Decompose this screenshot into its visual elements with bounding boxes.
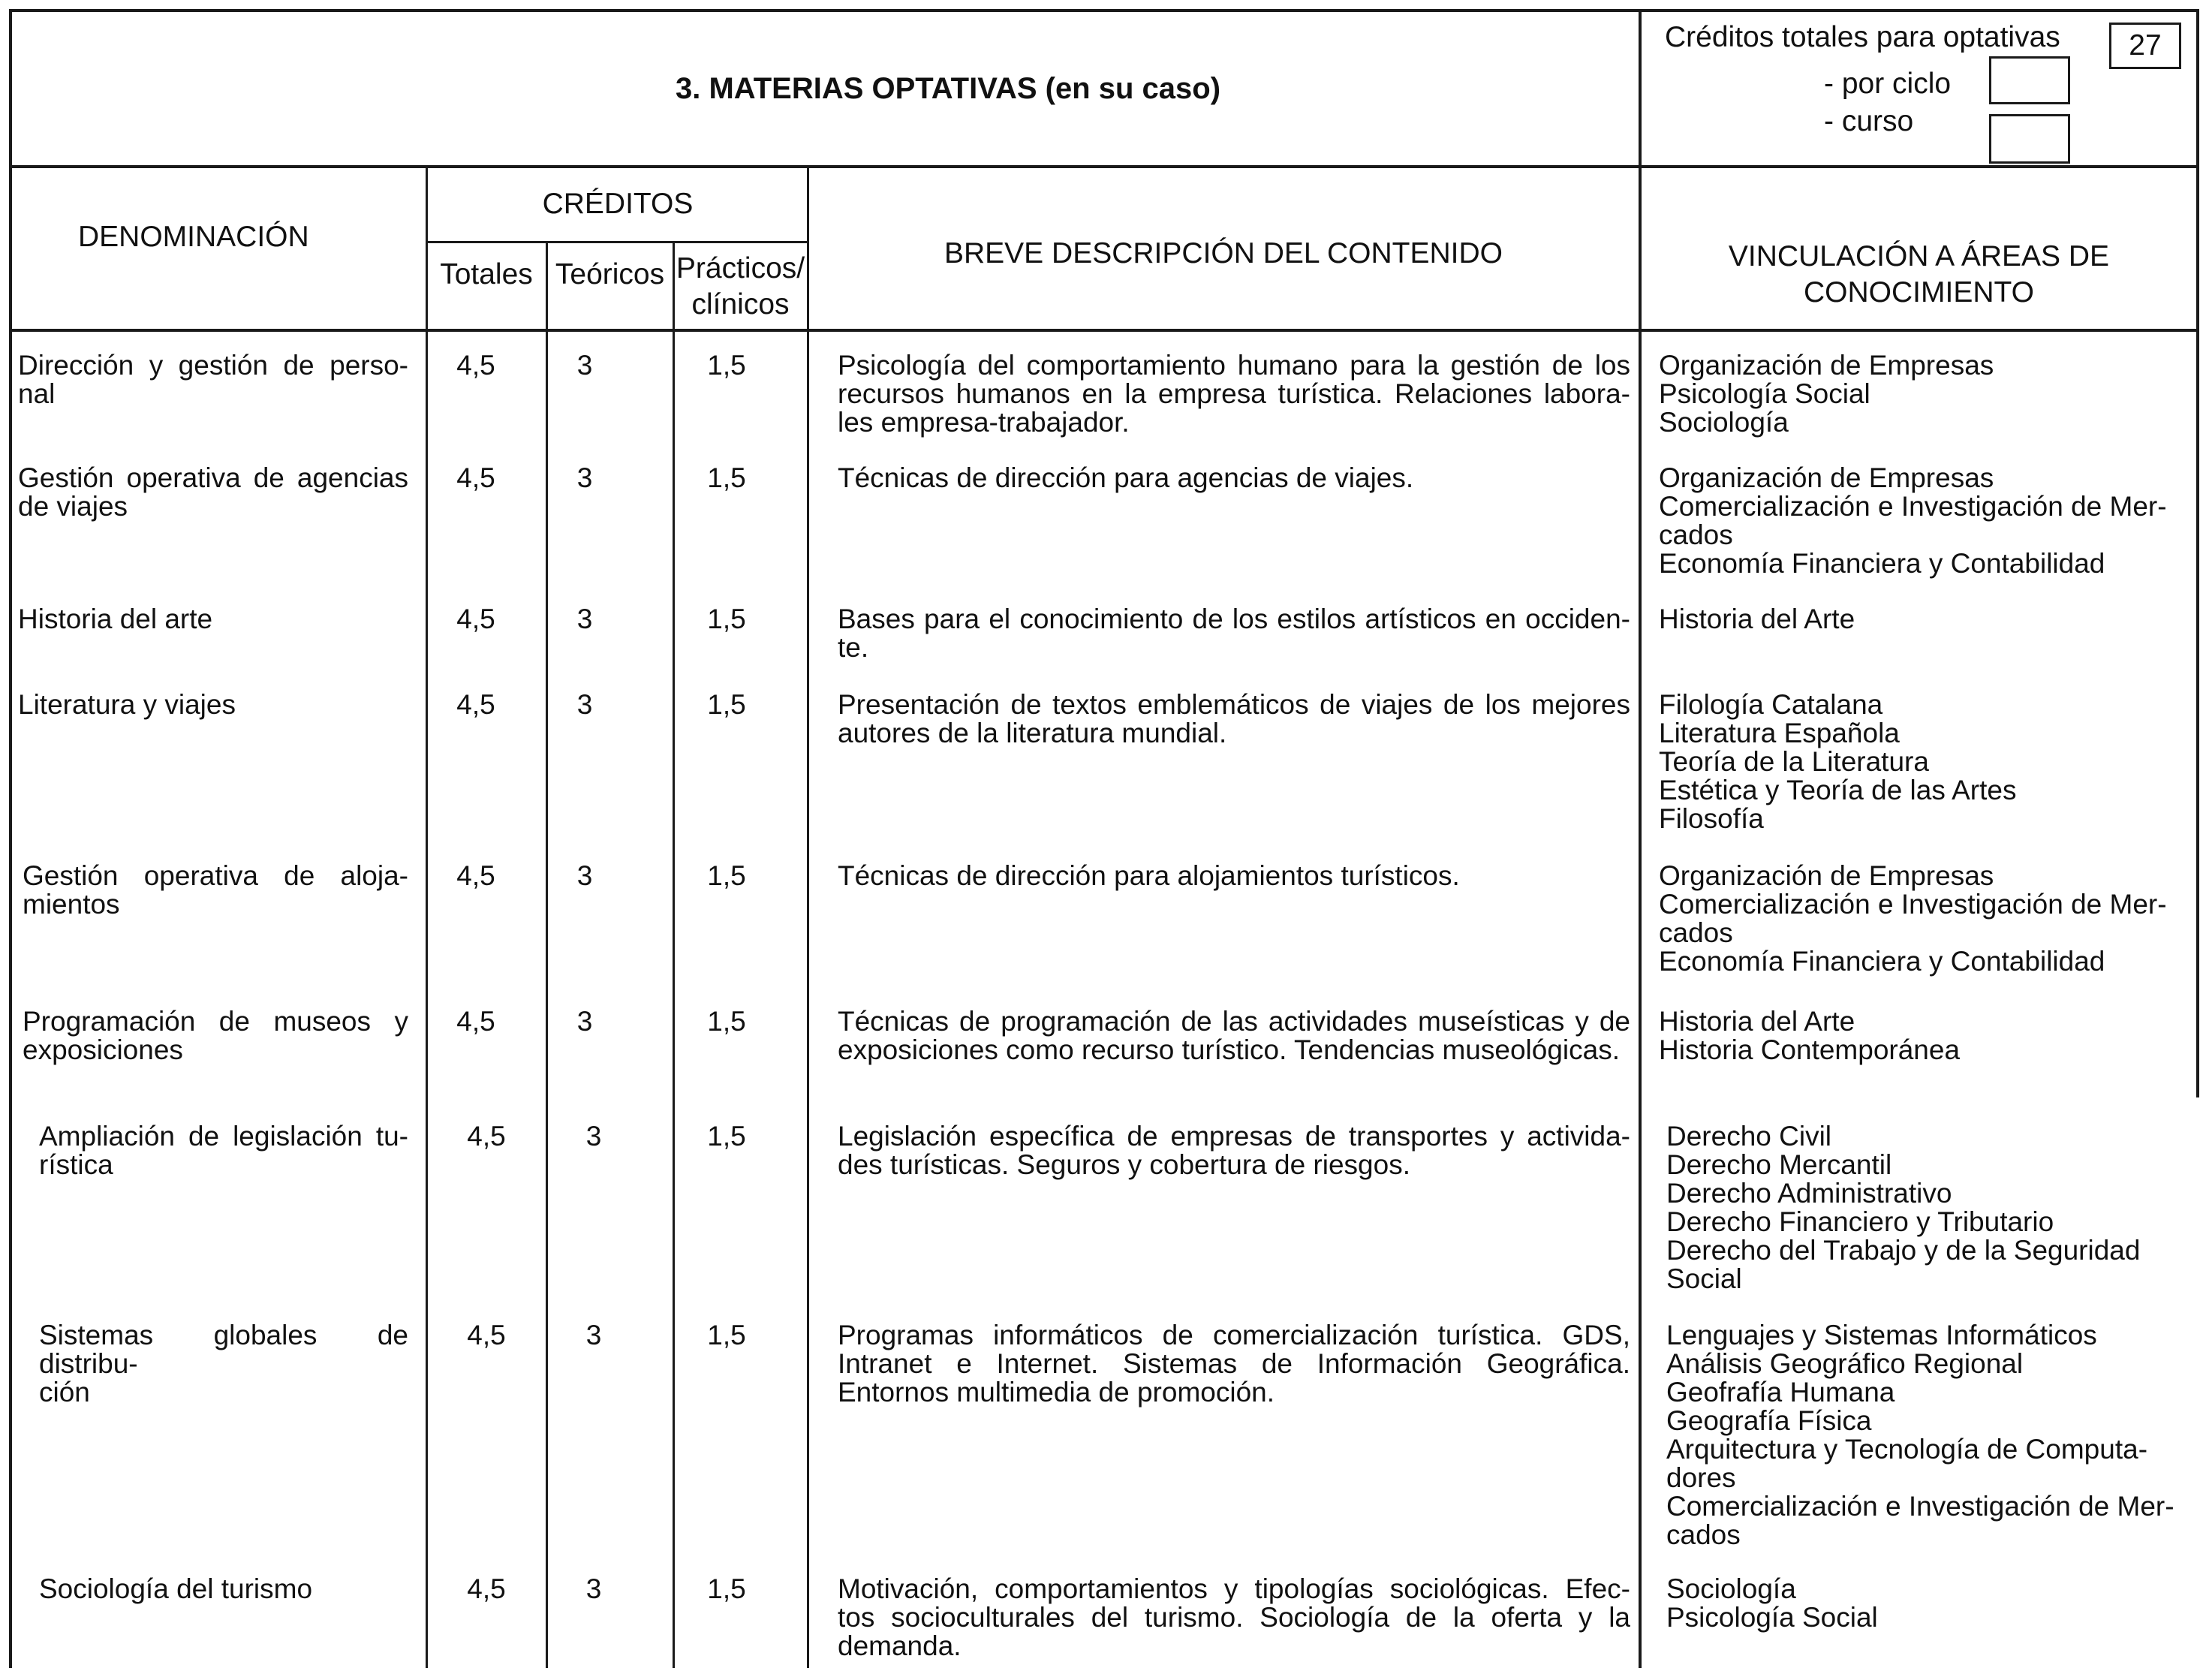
col-header-areas-1: VINCULACIÓN A ÁREAS DE (1728, 240, 2110, 272)
credits-theory: 3 (576, 1006, 593, 1037)
knowledge-areas-line: Geofrafía Humana (1666, 1377, 1895, 1408)
content-description-line: Técnicas de dirección para agencias de viajes. (838, 462, 1414, 493)
knowledge-areas-line: Economía Financiera y Contabilidad (1659, 946, 2105, 977)
subject-name-line: Gestión operativa de aloja- (23, 860, 408, 891)
knowledge-areas (1659, 464, 2167, 578)
subject-name (39, 1321, 408, 1407)
credits-total-box (2109, 23, 2181, 69)
credits-subheader-line (426, 241, 808, 243)
credits-totals: 4,5 (467, 1121, 506, 1152)
credits-totals: 4,5 (456, 1006, 495, 1037)
credits-totals: 4,5 (456, 462, 495, 493)
credits-theory: 3 (576, 604, 593, 634)
per-cycle-label: - por ciclo (1824, 68, 1952, 100)
credits-practical: 1,5 (707, 1573, 746, 1604)
knowledge-areas-line: Historia del Arte (1659, 1006, 1855, 1037)
per-cycle-box (1989, 56, 2070, 104)
credits-totals: 4,5 (467, 1573, 506, 1604)
subject-name-line: mientos (23, 889, 120, 920)
col-divider-totals (546, 242, 548, 1668)
content-description (838, 1575, 1630, 1660)
content-description-line: demanda. (838, 1630, 962, 1661)
content-description-line: Técnicas de programación de las actividades museísticas y de (838, 1006, 1630, 1037)
col-header-practical-2: clínicos (691, 288, 790, 321)
col-divider-practical (807, 167, 809, 1668)
credits-totals: 4,5 (456, 350, 495, 381)
subject-name (18, 605, 408, 634)
knowledge-areas (1666, 1122, 2140, 1293)
credits-totals: 4,5 (456, 604, 495, 634)
credits-theory: 3 (576, 462, 593, 493)
subject-name-line: Sistemas globales de distribu- (39, 1320, 408, 1379)
knowledge-areas-line: Organización de Empresas (1659, 350, 1994, 381)
subject-name-line: Dirección y gestión de perso- (18, 350, 408, 381)
knowledge-areas-line: Derecho Mercantil (1666, 1149, 1892, 1180)
col-header-totals: Totales (440, 258, 533, 291)
knowledge-areas (1659, 1007, 1960, 1064)
content-description (838, 1321, 1630, 1407)
knowledge-areas-line: cados (1659, 519, 1733, 550)
credits-practical: 1,5 (707, 860, 746, 891)
subject-name-line: Programación de museos y (23, 1006, 408, 1037)
col-divider-theory (673, 242, 675, 1668)
section-title: 3. MATERIAS OPTATIVAS (en su caso) (676, 72, 1221, 105)
col-divider-name (426, 167, 428, 1668)
col-header-name: DENOMINACIÓN (78, 221, 309, 253)
frame-top-border (9, 9, 2199, 12)
knowledge-areas (1659, 605, 1855, 634)
knowledge-areas-line: Derecho del Trabajo y de la Seguridad (1666, 1235, 2141, 1266)
knowledge-areas-line: Derecho Civil (1666, 1121, 1832, 1152)
credits-theory: 3 (585, 1121, 602, 1152)
knowledge-areas-line: Filología Catalana (1659, 689, 1883, 720)
content-description (838, 691, 1630, 748)
knowledge-areas-line: Economía Financiera y Contabilidad (1659, 548, 2105, 579)
credits-total-value: 27 (2129, 29, 2162, 62)
content-description-line: te. (838, 632, 869, 663)
content-description-line: tos socioculturales del turismo. Sociología de la oferta y la (838, 1602, 1630, 1633)
knowledge-areas-line: Derecho Financiero y Tributario (1666, 1206, 2054, 1237)
knowledge-areas-line: dores (1666, 1462, 1736, 1493)
content-description-line: Intranet e Internet. Sistemas de Información Geográfica. (838, 1348, 1630, 1379)
content-description-line: Presentación de textos emblemáticos de viajes de los mejores (838, 689, 1630, 720)
knowledge-areas-line: Comercialización e Investigación de Mer- (1659, 889, 2167, 920)
subject-name (23, 1007, 408, 1064)
knowledge-areas (1666, 1321, 2174, 1549)
credits-totals: 4,5 (456, 860, 495, 891)
col-header-credits: CRÉDITOS (542, 188, 694, 220)
knowledge-areas-line: Psicología Social (1666, 1602, 1878, 1633)
content-description (838, 464, 1630, 492)
knowledge-areas-line: Social (1666, 1263, 1742, 1294)
col-header-practical-1: Prácticos/ (676, 252, 805, 285)
knowledge-areas (1659, 351, 1994, 437)
credits-theory: 3 (585, 1320, 602, 1350)
credits-theory: 3 (576, 860, 593, 891)
credits-theory: 3 (585, 1573, 602, 1604)
knowledge-areas-line: Organización de Empresas (1659, 462, 1994, 493)
content-description-line: Entornos multimedia de promoción. (838, 1377, 1275, 1408)
content-description-line: autores de la literatura mundial. (838, 718, 1227, 748)
col-header-theory: Teóricos (555, 258, 665, 291)
knowledge-areas-line: Comercialización e Investigación de Mer- (1659, 491, 2167, 522)
header-divider (9, 165, 2199, 168)
knowledge-areas-line: cados (1666, 1519, 1741, 1550)
content-description-line: Motivación, comportamientos y tipologías sociológicas. Efec- (838, 1573, 1630, 1604)
subject-name-line: de viajes (18, 491, 128, 522)
content-description-line: Técnicas de dirección para alojamientos turísticos. (838, 860, 1460, 891)
subject-name-line: nal (18, 378, 56, 409)
knowledge-areas-line: Historia del Arte (1659, 604, 1855, 634)
knowledge-areas-line: Sociología (1659, 407, 1789, 438)
knowledge-areas-line: Filosofía (1659, 803, 1764, 834)
content-description (838, 351, 1630, 437)
knowledge-areas-line: Teoría de la Literatura (1659, 746, 1929, 777)
col-header-description: BREVE DESCRIPCIÓN DEL CONTENIDO (943, 237, 1503, 269)
credits-totals: 4,5 (467, 1320, 506, 1350)
credits-practical: 1,5 (707, 1006, 746, 1037)
credits-theory: 3 (576, 689, 593, 720)
course-box (1989, 114, 2070, 164)
content-description-line: Legislación específica de empresas de transportes y activida- (838, 1121, 1630, 1152)
knowledge-areas (1666, 1575, 1878, 1632)
content-description-line: Bases para el conocimiento de los estilos artísticos en occiden- (838, 604, 1630, 634)
credits-practical: 1,5 (707, 1121, 746, 1152)
knowledge-areas-line: Geografía Física (1666, 1405, 1872, 1436)
knowledge-areas-line: Sociología (1666, 1573, 1796, 1604)
knowledge-areas-line: Arquitectura y Tecnología de Computa- (1666, 1434, 2148, 1465)
content-description-line: Programas informáticos de comercialización turística. GDS, (838, 1320, 1630, 1350)
knowledge-areas (1659, 862, 2167, 976)
knowledge-areas-line: Estética y Teoría de las Artes (1659, 775, 2017, 805)
subject-name (39, 1122, 408, 1179)
content-description-line: Psicología del comportamiento humano para la gestión de los (838, 350, 1630, 381)
subject-name-line: Historia del arte (18, 604, 213, 634)
subject-name-line: rística (39, 1149, 113, 1180)
subject-name-line: exposiciones (23, 1034, 183, 1065)
credits-practical: 1,5 (707, 604, 746, 634)
content-description-line: des turísticas. Seguros y cobertura de riesgos. (838, 1149, 1410, 1180)
subject-name-line: Gestión operativa de agencias (18, 462, 408, 493)
subject-name (18, 351, 408, 408)
credits-theory: 3 (576, 350, 593, 381)
knowledge-areas-line: Psicología Social (1659, 378, 1870, 409)
knowledge-areas-line: Análisis Geográfico Regional (1666, 1348, 2024, 1379)
credits-practical: 1,5 (707, 350, 746, 381)
credits-total-label: Créditos totales para optativas (1665, 21, 2060, 53)
knowledge-areas-line: Comercialización e Investigación de Mer- (1666, 1491, 2174, 1522)
frame-left-border (9, 9, 12, 1668)
knowledge-areas-line: Lenguajes y Sistemas Informáticos (1666, 1320, 2097, 1350)
content-description-line: les empresa-trabajador. (838, 407, 1130, 438)
knowledge-areas (1659, 691, 2016, 833)
content-description (838, 862, 1630, 890)
credits-totals: 4,5 (456, 689, 495, 720)
col-header-areas-2: CONOCIMIENTO (1804, 276, 2034, 309)
credits-practical: 1,5 (707, 1320, 746, 1350)
content-description (838, 1007, 1630, 1064)
credits-practical: 1,5 (707, 689, 746, 720)
subject-name-line: Literatura y viajes (18, 689, 236, 720)
subject-name-line: ción (39, 1377, 90, 1408)
course-label: - curso (1824, 105, 1914, 137)
content-description-line: recursos humanos en la empresa turística. Relaciones labora- (838, 378, 1630, 409)
subject-name (18, 464, 408, 521)
subject-name (18, 691, 408, 719)
content-description-line: exposiciones como recurso turístico. Tendencias museológicas. (838, 1034, 1620, 1065)
credits-practical: 1,5 (707, 462, 746, 493)
content-description (838, 1122, 1630, 1179)
content-description (838, 605, 1630, 662)
knowledge-areas-line: Historia Contemporánea (1659, 1034, 1961, 1065)
column-header-bottom-line (9, 329, 2199, 332)
frame-right-border (2196, 9, 2199, 1097)
subject-name-line: Ampliación de legislación tu- (39, 1121, 408, 1152)
knowledge-areas-line: Literatura Española (1659, 718, 1900, 748)
knowledge-areas-line: cados (1659, 917, 1733, 948)
subject-name-line: Sociología del turismo (39, 1573, 313, 1604)
subject-name (39, 1575, 408, 1603)
subject-name (23, 862, 408, 919)
knowledge-areas-line: Derecho Administrativo (1666, 1178, 1952, 1209)
knowledge-areas-line: Organización de Empresas (1659, 860, 1994, 891)
